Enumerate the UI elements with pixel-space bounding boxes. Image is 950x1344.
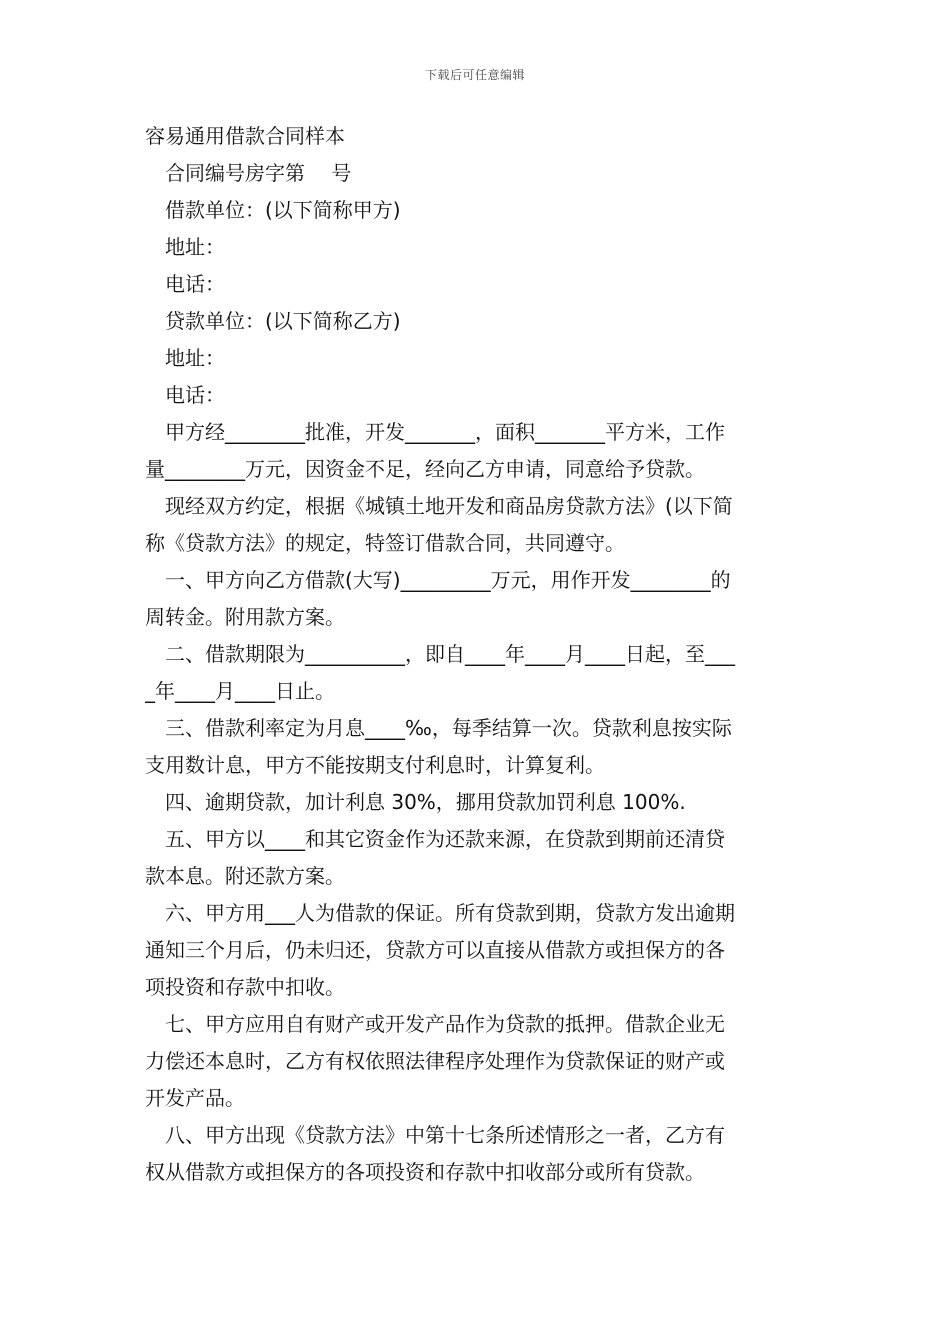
paragraph-line: 七、甲方应用自有财产或开发产品作为贷款的抵押。借款企业无 — [145, 1012, 725, 1036]
paragraph-line: 八、甲方出现《贷款方法》中第十七条所述情形之一者，乙方有 — [145, 1123, 725, 1147]
paragraph-line: 通知三个月后，仍未归还，贷款方可以直接从借款方或担保方的各 — [145, 938, 725, 962]
paragraph-line: 周转金。附用款方案。 — [145, 605, 345, 629]
document-body — [145, 118, 807, 1191]
paragraph-line: 三、借款利率定为月息____‰，每季结算一次。贷款利息按实际 — [145, 716, 732, 740]
borrower-phone-line: 电话： — [165, 272, 225, 296]
lender-phone-line: 电话： — [165, 383, 225, 407]
borrower-address-line: 地址： — [165, 235, 225, 259]
paragraph-approval — [145, 414, 807, 488]
lender-address-line: 地址： — [165, 346, 225, 370]
paragraph-line: 六、甲方用___人为借款的保证。所有贷款到期，贷款方发出逾期 — [145, 901, 735, 925]
paragraph-line: _年____月____日止。 — [145, 679, 335, 703]
paragraph-line: 现经双方约定，根据《城镇土地开发和商品房贷款方法》(以下简 — [145, 494, 733, 518]
header-note: 下载后可任意编辑 — [424, 68, 525, 82]
clause-3 — [145, 710, 807, 784]
paragraph-line: 项投资和存款中扣收。 — [145, 975, 345, 999]
lender-line: 贷款单位：(以下简称乙方) — [165, 309, 401, 333]
paragraph-line: 甲方经________批准，开发_______，面积_______平方米，工作 — [145, 420, 725, 444]
paragraph-line: 开发产品。 — [145, 1086, 245, 1110]
clause-2 — [145, 636, 807, 710]
paragraph-line: 款本息。附还款方案。 — [145, 864, 345, 888]
contract-number-line: 合同编号房字第 号 — [165, 161, 352, 185]
paragraph-line: 权从借款方或担保方的各项投资和存款中扣收部分或所有贷款。 — [145, 1160, 705, 1184]
clause-4 — [145, 784, 807, 821]
clause-6 — [145, 895, 807, 1006]
paragraph-line: 量________万元，因资金不足，经向乙方申请，同意给予贷款。 — [145, 457, 705, 481]
paragraph-line: 二、借款期限为__________，即自____年____月____日起，至___ — [145, 642, 735, 666]
clause-5 — [145, 821, 807, 895]
paragraph-line: 四、逾期贷款，加计利息 30%，挪用贷款加罚利息 100%. — [145, 790, 686, 814]
paragraph-line: 五、甲方以____和其它资金作为还款来源，在贷款到期前还清贷 — [145, 827, 725, 851]
paragraph-agreement — [145, 488, 807, 562]
borrower-line: 借款单位：(以下简称甲方) — [165, 198, 401, 222]
clause-8 — [145, 1117, 807, 1191]
paragraph-line: 一、甲方向乙方借款(大写)_________万元，用作开发________的 — [145, 568, 731, 592]
paragraph-line: 支用数计息，甲方不能按期支付利息时，计算复利。 — [145, 753, 605, 777]
clause-1 — [145, 562, 807, 636]
document-title: 容易通用借款合同样本 — [145, 124, 345, 148]
paragraph-line: 力偿还本息时，乙方有权依照法律程序处理作为贷款保证的财产或 — [145, 1049, 725, 1073]
clause-7 — [145, 1006, 807, 1117]
paragraph-line: 称《贷款方法》的规定，特签订借款合同，共同遵守。 — [145, 531, 625, 555]
